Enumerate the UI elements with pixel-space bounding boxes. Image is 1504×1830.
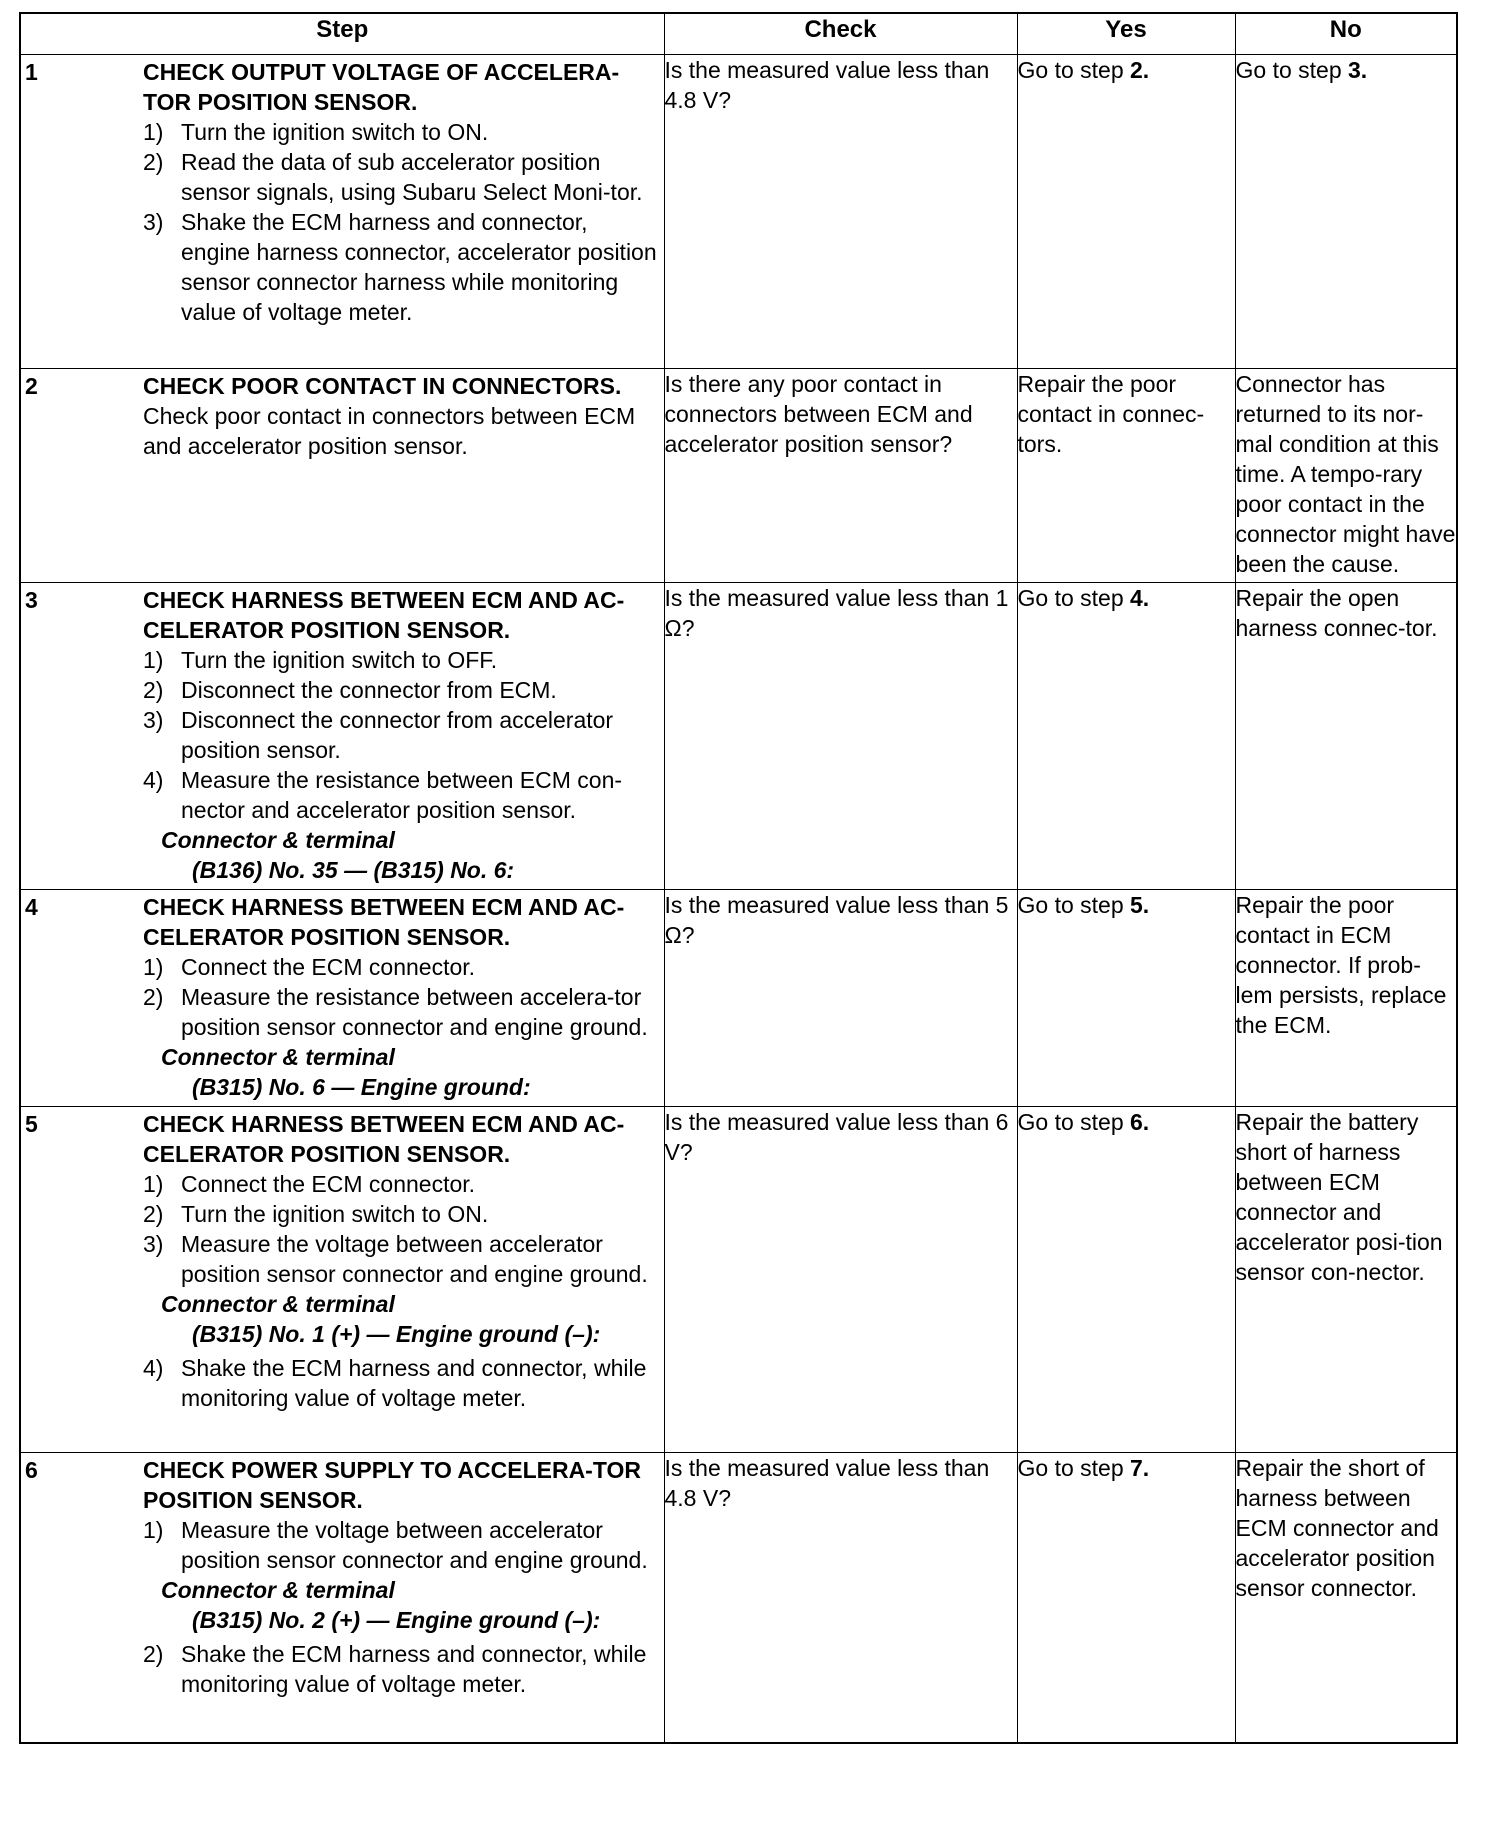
table-row bbox=[20, 583, 1457, 890]
connector-label: Connector & terminal bbox=[161, 1044, 395, 1070]
no-cell: Repair the short of harness between ECM connector and accelerator position sensor connector. bbox=[1235, 1453, 1457, 1743]
step-cell bbox=[20, 1107, 664, 1453]
list-item: 2) Measure the resistance between accelera-tor position sensor connector and engine ground. bbox=[143, 984, 648, 1040]
step-cell bbox=[20, 583, 664, 890]
no-cell: Connector has returned to its nor-mal condition at this time. A tempo-rary poor contact in the connector might have been the cause. bbox=[1235, 369, 1457, 583]
yes-cell: Repair the poor contact in connec-tors. bbox=[1017, 369, 1235, 583]
step-title: CHECK HARNESS BETWEEN ECM AND AC-CELERATOR POSITION SENSOR. bbox=[143, 1111, 625, 1167]
list-item: 1) Turn the ignition switch to OFF. bbox=[143, 647, 498, 673]
step-number: 6 bbox=[25, 1457, 38, 1483]
step-cell bbox=[20, 1453, 664, 1743]
step-title: CHECK HARNESS BETWEEN ECM AND AC-CELERATOR POSITION SENSOR. bbox=[143, 894, 625, 950]
step-title: CHECK HARNESS BETWEEN ECM AND AC-CELERATOR POSITION SENSOR. bbox=[143, 587, 625, 643]
connector-label: Connector & terminal bbox=[161, 1291, 395, 1317]
table-row bbox=[20, 1453, 1457, 1743]
check-cell: Is the measured value less than 5 Ω? bbox=[664, 890, 1017, 1107]
check-cell: Is the measured value less than 1 Ω? bbox=[664, 583, 1017, 890]
connector-terminal: (B315) No. 1 (+) — Engine ground (–): bbox=[192, 1321, 601, 1347]
yes-cell: Go to step 7. bbox=[1017, 1453, 1235, 1743]
connector-terminal: (B315) No. 2 (+) — Engine ground (–): bbox=[192, 1607, 601, 1633]
list-item: 1) Turn the ignition switch to ON. bbox=[143, 119, 489, 145]
list-item: 4) Measure the resistance between ECM con-nector and accelerator position sensor. bbox=[143, 767, 623, 823]
step-cell bbox=[20, 369, 664, 583]
check-cell: Is the measured value less than 4.8 V? bbox=[664, 1453, 1017, 1743]
yes-cell: Go to step 4. bbox=[1017, 583, 1235, 890]
step-number: 1 bbox=[25, 59, 38, 85]
connector-terminal: (B136) No. 35 — (B315) No. 6: bbox=[192, 857, 515, 883]
table-row bbox=[20, 369, 1457, 583]
no-cell: Repair the poor contact in ECM connector. If prob-lem persists, replace the ECM. bbox=[1235, 890, 1457, 1107]
step-number: 4 bbox=[25, 894, 38, 920]
step-cell bbox=[20, 890, 664, 1107]
step-text: Check poor contact in connectors between ECM and accelerator position sensor. bbox=[143, 403, 636, 459]
header-no: No bbox=[1235, 13, 1457, 55]
diagnostic-table bbox=[19, 12, 1458, 1744]
yes-cell: Go to step 5. bbox=[1017, 890, 1235, 1107]
table-row bbox=[20, 55, 1457, 369]
list-item: 3) Disconnect the connector from accelerator position sensor. bbox=[143, 707, 614, 763]
step-number: 5 bbox=[25, 1111, 38, 1137]
list-item: 2) Disconnect the connector from ECM. bbox=[143, 677, 557, 703]
list-item: 2) Turn the ignition switch to ON. bbox=[143, 1201, 489, 1227]
list-item: 2) Shake the ECM harness and connector, while monitoring value of voltage meter. bbox=[143, 1641, 647, 1697]
step-number: 3 bbox=[25, 587, 38, 613]
step-title: CHECK POWER SUPPLY TO ACCELERA-TOR POSITION SENSOR. bbox=[143, 1457, 641, 1513]
yes-cell: Go to step 2. bbox=[1017, 55, 1235, 369]
step-number: 2 bbox=[25, 373, 38, 399]
header-step: Step bbox=[20, 13, 664, 55]
header-row bbox=[20, 13, 1457, 55]
list-item: 1) Connect the ECM connector. bbox=[143, 1171, 476, 1197]
no-cell: Repair the battery short of harness between ECM connector and accelerator posi-tion sensor con-nector. bbox=[1235, 1107, 1457, 1453]
header-yes: Yes bbox=[1017, 13, 1235, 55]
header-check: Check bbox=[664, 13, 1017, 55]
list-item: 4) Shake the ECM harness and connector, while monitoring value of voltage meter. bbox=[143, 1355, 647, 1411]
table-row bbox=[20, 890, 1457, 1107]
no-cell: Go to step 3. bbox=[1235, 55, 1457, 369]
step-title: CHECK POOR CONTACT IN CONNECTORS. bbox=[143, 373, 622, 399]
no-cell: Repair the open harness connec-tor. bbox=[1235, 583, 1457, 890]
check-cell: Is there any poor contact in connectors between ECM and accelerator position sensor? bbox=[664, 369, 1017, 583]
step-cell bbox=[20, 55, 664, 369]
check-cell: Is the measured value less than 4.8 V? bbox=[664, 55, 1017, 369]
list-item: 1) Connect the ECM connector. bbox=[143, 954, 476, 980]
check-cell: Is the measured value less than 6 V? bbox=[664, 1107, 1017, 1453]
connector-label: Connector & terminal bbox=[161, 1577, 395, 1603]
table-row bbox=[20, 1107, 1457, 1453]
connector-label: Connector & terminal bbox=[161, 827, 395, 853]
list-item: 1) Measure the voltage between accelerator position sensor connector and engine ground. bbox=[143, 1517, 648, 1573]
connector-terminal: (B315) No. 6 — Engine ground: bbox=[192, 1074, 531, 1100]
list-item: 3) Shake the ECM harness and connector, engine harness connector, accelerator position sensor connector harness while monitoring value of voltage meter. bbox=[143, 209, 657, 325]
list-item: 2) Read the data of sub accelerator position sensor signals, using Subaru Select Moni-tor. bbox=[143, 149, 643, 205]
step-title: CHECK OUTPUT VOLTAGE OF ACCELERA-TOR POSITION SENSOR. bbox=[143, 59, 620, 115]
yes-cell: Go to step 6. bbox=[1017, 1107, 1235, 1453]
list-item: 3) Measure the voltage between accelerator position sensor connector and engine ground. bbox=[143, 1231, 648, 1287]
